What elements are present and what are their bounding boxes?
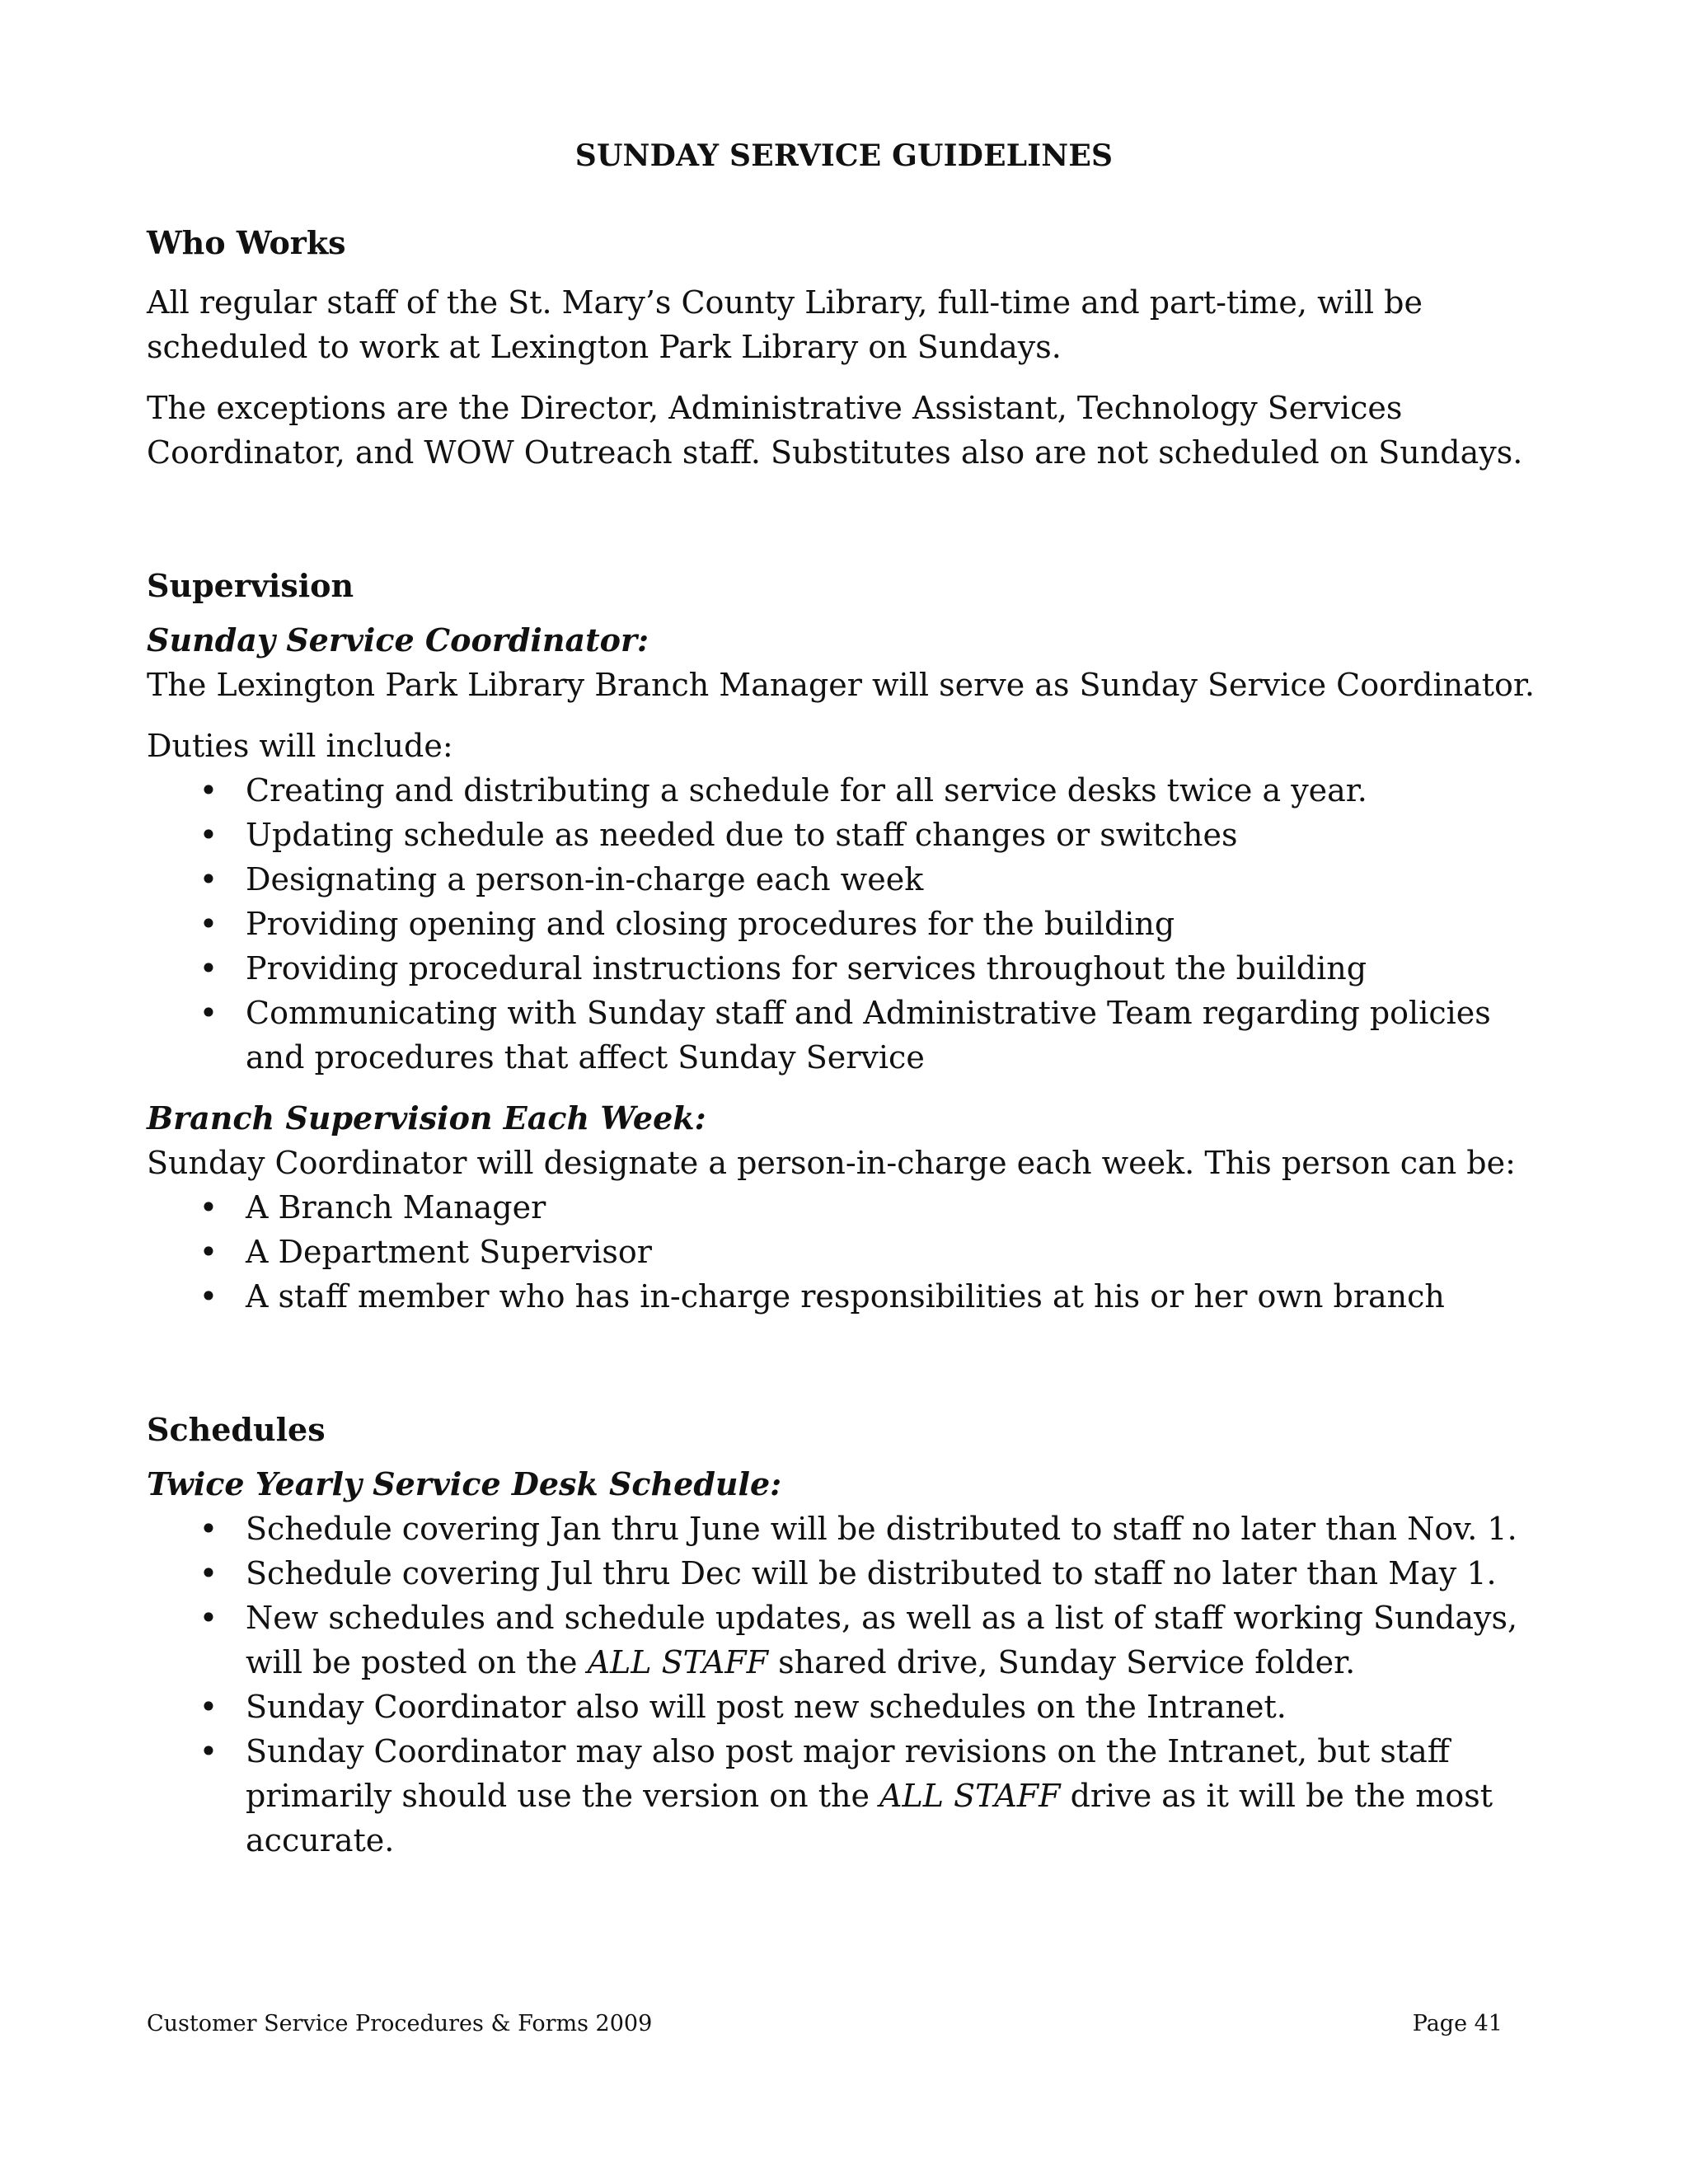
bullet-icon: •	[199, 1511, 218, 1547]
section-heading: Who Works	[147, 224, 346, 261]
bullet-icon: •	[199, 1555, 218, 1591]
section-who-works	[147, 221, 1556, 475]
list-item: • A Branch Manager	[147, 1185, 1556, 1230]
footer-page-number: Page 41	[1412, 2011, 1503, 2036]
list-item: • Providing opening and closing procedures for the building	[147, 902, 1556, 946]
section-heading: Schedules	[147, 1411, 326, 1448]
list-item: • A staff member who has in-charge responsibilities at his or her own branch	[147, 1274, 1556, 1319]
schedules-list	[147, 1507, 1556, 1863]
bullet-icon: •	[199, 1234, 218, 1270]
bullet-icon: •	[199, 861, 218, 898]
bullet-icon: •	[199, 906, 218, 942]
list-item: • A Department Supervisor	[147, 1230, 1556, 1274]
list-item: • Sunday Coordinator also will post new schedules on the Intranet.	[147, 1685, 1556, 1729]
bullet-icon: •	[199, 1189, 218, 1226]
list-item: • Providing procedural instructions for services throughout the building	[147, 946, 1556, 991]
list-item: • Schedule covering Jan thru June will be distributed to staff no later than Nov. 1.	[147, 1507, 1556, 1551]
subheading: Sunday Service Coordinator:	[147, 621, 649, 658]
list-item: • Communicating with Sunday staff and Administrative Team regarding policies and procedures that affect Sunday Service	[147, 991, 1556, 1080]
paragraph: The exceptions are the Director, Administrative Assistant, Technology Services Coordinator, and WOW Outreach staff. Substitutes also are not scheduled on Sundays.	[147, 390, 1523, 471]
bullet-icon: •	[199, 1278, 218, 1315]
list-item: • Creating and distributing a schedule for all service desks twice a year.	[147, 768, 1556, 813]
paragraph: All regular staff of the St. Mary’s County Library, full-time and part-time, will be scheduled to work at Lexington Park Library on Sundays.	[147, 284, 1423, 365]
paragraph: Duties will include:	[147, 728, 453, 764]
document-body	[147, 221, 1556, 1879]
emphasis: ALL STAFF	[587, 1644, 769, 1680]
footer-document-title: Customer Service Procedures & Forms 2009	[147, 2011, 653, 2036]
list-item: • Schedule covering Jul thru Dec will be distributed to staff no later than May 1.	[147, 1551, 1556, 1596]
paragraph: Sunday Coordinator will designate a person-in-charge each week. This person can be:	[147, 1145, 1516, 1181]
emphasis: ALL STAFF	[879, 1778, 1061, 1814]
duties-list	[147, 768, 1556, 1080]
section-schedules	[147, 1408, 1556, 1863]
bullet-icon: •	[199, 1733, 218, 1769]
section-heading: Supervision	[147, 567, 354, 604]
list-item: • Sunday Coordinator may also post major revisions on the Intranet, but staff primarily should use the version on the ALL STAFF drive as it will be the most accurate.	[147, 1729, 1556, 1863]
paragraph: The Lexington Park Library Branch Manager will serve as Sunday Service Coordinator.	[147, 667, 1536, 703]
bullet-icon: •	[199, 1600, 218, 1636]
bullet-icon: •	[199, 772, 218, 808]
page-title: SUNDAY SERVICE GUIDELINES	[574, 138, 1114, 173]
bullet-icon: •	[199, 995, 218, 1031]
list-item: • Designating a person-in-charge each week	[147, 857, 1556, 902]
section-supervision	[147, 564, 1556, 1319]
bullet-icon: •	[199, 817, 218, 853]
subheading: Branch Supervision Each Week:	[147, 1099, 706, 1137]
branch-list	[147, 1185, 1556, 1319]
bullet-icon: •	[199, 950, 218, 987]
bullet-icon: •	[199, 1689, 218, 1725]
list-item: • New schedules and schedule updates, as well as a list of staff working Sundays, will be posted on the ALL STAFF shared drive, Sunday Service folder.	[147, 1596, 1556, 1685]
subheading: Twice Yearly Service Desk Schedule:	[147, 1465, 782, 1502]
list-item: • Updating schedule as needed due to staff changes or switches	[147, 813, 1556, 857]
